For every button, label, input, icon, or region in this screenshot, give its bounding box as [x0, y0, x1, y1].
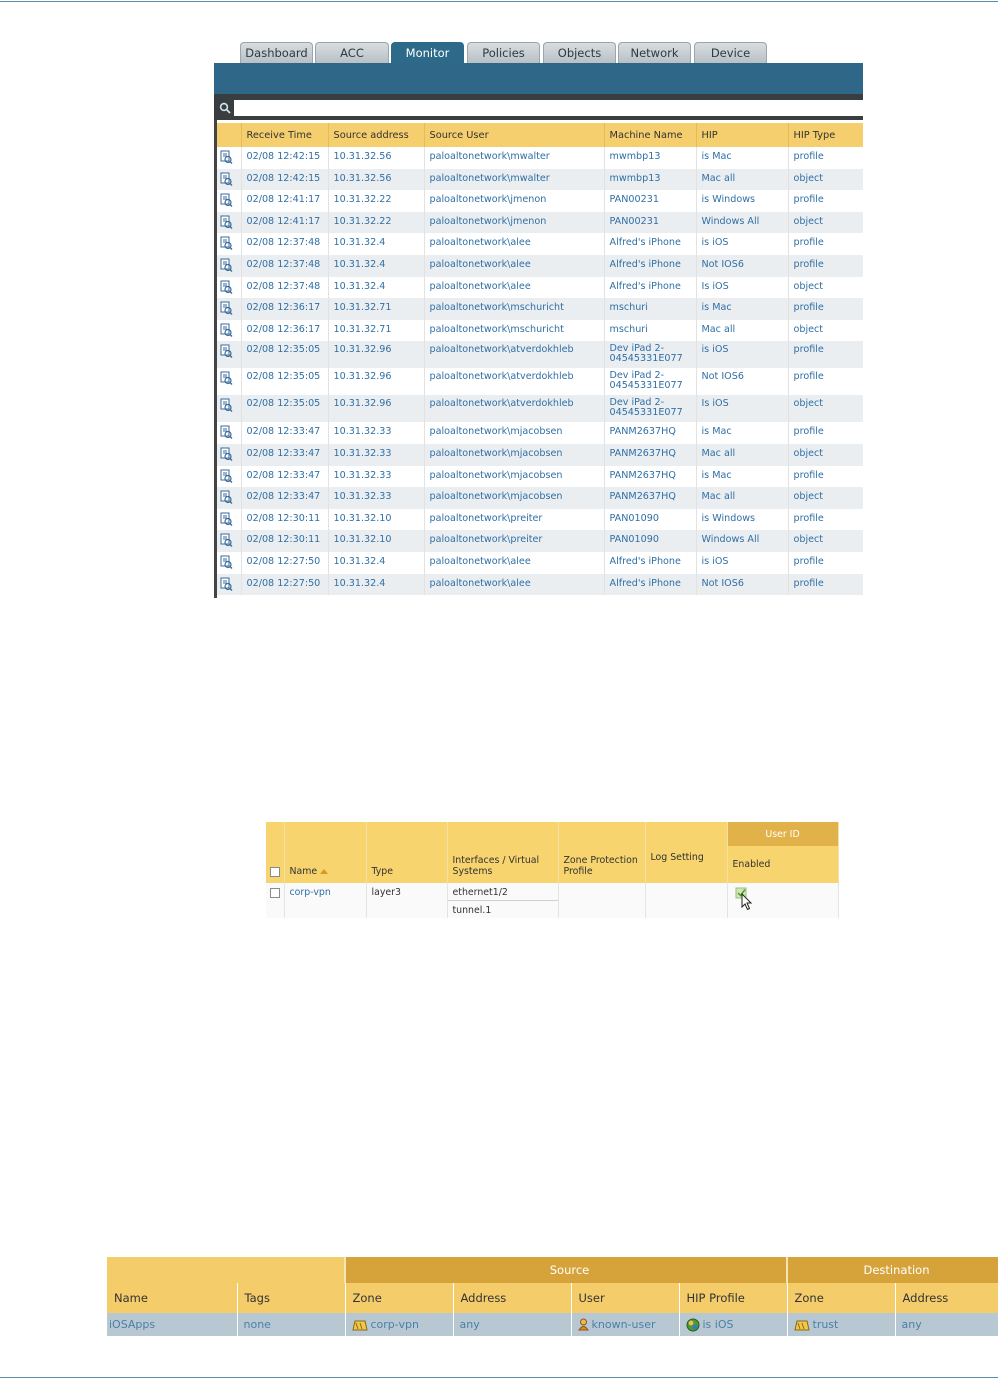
detail-cell: [217, 444, 241, 466]
col-source-user[interactable]: Source User: [424, 123, 604, 147]
hip-type: object: [788, 530, 863, 552]
table-row[interactable]: [217, 444, 863, 466]
log-detail-icon[interactable]: [219, 215, 233, 229]
receive-time: 02/08 12:41:17: [241, 212, 328, 234]
table-row[interactable]: [217, 212, 863, 234]
machine-name: Alfred's iPhone: [604, 277, 696, 299]
hip-type: profile: [788, 552, 863, 574]
machine-name: mwmbp13: [604, 147, 696, 169]
hip-match-grid: [214, 123, 863, 595]
hip-type: profile: [788, 341, 863, 368]
source-user: paloaltonetwork\mjacobsen: [424, 444, 604, 466]
detail-cell: [217, 341, 241, 368]
log-detail-icon[interactable]: [219, 425, 233, 439]
machine-name-line: Dev iPad 2-: [609, 370, 665, 382]
hip-type: profile: [788, 574, 863, 596]
col-source-address[interactable]: Source address: [328, 123, 424, 147]
mouse-pointer-icon: [741, 893, 753, 911]
log-detail-icon[interactable]: [219, 150, 233, 164]
log-detail-icon[interactable]: [219, 447, 233, 461]
receive-time: 02/08 12:37:48: [241, 233, 328, 255]
col-destination-zone[interactable]: Zone: [787, 1283, 895, 1313]
hip: Mac all: [696, 169, 788, 191]
source-address: 10.31.32.4: [328, 233, 424, 255]
receive-time: 02/08 12:36:17: [241, 320, 328, 342]
hip: is Mac: [696, 147, 788, 169]
hip: is iOS: [696, 233, 788, 255]
hip-profile-label: is iOS: [702, 1317, 734, 1331]
hip-match-table: [217, 123, 863, 595]
col-source-address[interactable]: Address: [453, 1283, 571, 1313]
log-detail-icon[interactable]: [219, 280, 233, 294]
source-user: paloaltonetwork\alee: [424, 574, 604, 596]
machine-name: PANM2637HQ: [604, 466, 696, 488]
table-row[interactable]: [217, 341, 863, 368]
source-address: 10.31.32.4: [328, 255, 424, 277]
receive-time: 02/08 12:41:17: [241, 190, 328, 212]
header-spacer: [107, 1257, 237, 1283]
table-row[interactable]: [217, 574, 863, 596]
machine-name-line: Dev iPad 2-: [609, 343, 665, 355]
table-row[interactable]: [217, 169, 863, 191]
top-rule: [0, 1, 998, 2]
source-user: paloaltonetwork\mjacobsen: [424, 466, 604, 488]
table-row[interactable]: [217, 298, 863, 320]
hip-type: profile: [788, 368, 863, 395]
detail-cell: [217, 147, 241, 169]
receive-time: 02/08 12:27:50: [241, 574, 328, 596]
destination-zone-label: trust: [812, 1318, 839, 1331]
machine-name: Alfred's iPhone: [604, 255, 696, 277]
table-row[interactable]: [217, 255, 863, 277]
machine-name: PAN00231: [604, 190, 696, 212]
log-detail-icon[interactable]: [219, 193, 233, 207]
col-detail: [217, 123, 241, 147]
source-user: paloaltonetwork\mjacobsen: [424, 422, 604, 444]
machine-name: PANM2637HQ: [604, 444, 696, 466]
detail-cell: [217, 368, 241, 395]
detail-cell: [217, 509, 241, 531]
detail-cell: [217, 552, 241, 574]
hip-type: object: [788, 277, 863, 299]
interface-item: tunnel.1: [452, 905, 492, 916]
table-row[interactable]: [107, 1313, 998, 1336]
sort-ascending-icon: [320, 869, 328, 874]
hip: Not IOS6: [696, 255, 788, 277]
source-address: 10.31.32.56: [328, 147, 424, 169]
receive-time: 02/08 12:35:05: [241, 368, 328, 395]
detail-cell: [217, 466, 241, 488]
table-row[interactable]: [217, 190, 863, 212]
log-detail-icon[interactable]: [219, 490, 233, 504]
col-type[interactable]: Type: [366, 822, 447, 883]
policy-destination-address: any: [895, 1313, 998, 1336]
source-user: paloaltonetwork\alee: [424, 255, 604, 277]
source-user: paloaltonetwork\atverdokhleb: [424, 341, 604, 368]
source-user: paloaltonetwork\mwalter: [424, 147, 604, 169]
machine-name: [604, 395, 696, 422]
source-address: 10.31.32.96: [328, 395, 424, 422]
source-address: 10.31.32.96: [328, 368, 424, 395]
tab-monitor[interactable]: Monitor: [391, 42, 464, 63]
zone-table-panel: [266, 822, 838, 918]
table-row[interactable]: [266, 883, 838, 918]
receive-time: 02/08 12:33:47: [241, 487, 328, 509]
user-icon: [578, 1318, 589, 1331]
detail-cell: [217, 530, 241, 552]
security-policy-table: [107, 1257, 998, 1336]
machine-name-line: 04545331E077: [609, 353, 683, 365]
detail-cell: [217, 298, 241, 320]
source-user: paloaltonetwork\mschuricht: [424, 298, 604, 320]
detail-cell: [217, 169, 241, 191]
receive-time: 02/08 12:37:48: [241, 255, 328, 277]
col-zone-protection-profile[interactable]: Zone Protection Profile: [558, 822, 645, 883]
policy-hip-profile[interactable]: [679, 1313, 787, 1336]
machine-name: PAN00231: [604, 212, 696, 234]
row-checkbox[interactable]: [270, 888, 280, 898]
source-user: paloaltonetwork\alee: [424, 552, 604, 574]
hip: Windows All: [696, 212, 788, 234]
tab-acc[interactable]: ACC: [315, 42, 389, 63]
col-source-user[interactable]: User: [571, 1283, 679, 1313]
table-row[interactable]: [217, 395, 863, 422]
log-detail-icon[interactable]: [219, 371, 233, 385]
hip-profile-icon: [686, 1318, 700, 1332]
col-hip-type[interactable]: HIP Type: [788, 123, 863, 147]
table-row[interactable]: [217, 147, 863, 169]
main-tabs: [214, 42, 863, 63]
source-zone-label: corp-vpn: [370, 1318, 419, 1331]
source-user-label: known-user: [591, 1317, 656, 1331]
select-all-header: [266, 822, 284, 883]
header-spacer: [237, 1257, 345, 1283]
receive-time: 02/08 12:30:11: [241, 509, 328, 531]
hip-type: object: [788, 212, 863, 234]
log-detail-icon[interactable]: [219, 301, 233, 315]
policy-source-address: any: [453, 1313, 571, 1336]
machine-name: Alfred's iPhone: [604, 552, 696, 574]
hip-type: profile: [788, 147, 863, 169]
receive-time: 02/08 12:33:47: [241, 422, 328, 444]
hip-type: object: [788, 320, 863, 342]
source-user: paloaltonetwork\mwalter: [424, 169, 604, 191]
source-address: 10.31.32.22: [328, 190, 424, 212]
source-address: 10.31.32.33: [328, 422, 424, 444]
col-destination-address[interactable]: Address: [895, 1283, 998, 1313]
machine-name-line: 04545331E077: [609, 407, 683, 419]
source-user: paloaltonetwork\alee: [424, 233, 604, 255]
hip-type: profile: [788, 233, 863, 255]
interface-item: ethernet1/2: [448, 887, 558, 901]
tab-device[interactable]: Device: [694, 42, 767, 63]
hip: Is iOS: [696, 395, 788, 422]
receive-time: 02/08 12:33:47: [241, 444, 328, 466]
log-detail-icon[interactable]: [219, 555, 233, 569]
source-address: 10.31.32.4: [328, 552, 424, 574]
log-detail-icon[interactable]: [219, 469, 233, 483]
source-user: paloaltonetwork\atverdokhleb: [424, 395, 604, 422]
hip: Not IOS6: [696, 574, 788, 596]
hip-type: object: [788, 487, 863, 509]
machine-name-line: 04545331E077: [609, 380, 683, 392]
table-row[interactable]: [217, 552, 863, 574]
hip-match-rows: [217, 147, 863, 595]
hip-type: object: [788, 395, 863, 422]
detail-cell: [217, 233, 241, 255]
source-address: 10.31.32.71: [328, 298, 424, 320]
source-address: 10.31.32.56: [328, 169, 424, 191]
hip: Mac all: [696, 320, 788, 342]
detail-cell: [217, 190, 241, 212]
hip-match-log-panel: [214, 42, 863, 598]
user-id-enabled-cell: [727, 883, 838, 918]
table-row[interactable]: [217, 487, 863, 509]
machine-name: mschuri: [604, 320, 696, 342]
log-detail-icon[interactable]: [219, 258, 233, 272]
source-user: paloaltonetwork\alee: [424, 277, 604, 299]
hip: Mac all: [696, 487, 788, 509]
select-all-checkbox[interactable]: [270, 867, 280, 877]
table-row[interactable]: [217, 233, 863, 255]
zone-icon: [352, 1320, 368, 1331]
policy-table-panel: [107, 1257, 998, 1337]
search-icon[interactable]: [219, 102, 231, 114]
detail-cell: [217, 422, 241, 444]
machine-name: PAN01090: [604, 509, 696, 531]
source-address: 10.31.32.4: [328, 574, 424, 596]
hip: is Mac: [696, 298, 788, 320]
table-row[interactable]: [217, 368, 863, 395]
zone-interfaces: [447, 883, 558, 918]
user-id-group-header: User ID: [727, 822, 838, 846]
policy-source-zone[interactable]: [345, 1313, 453, 1336]
col-name[interactable]: [284, 822, 366, 883]
log-detail-icon[interactable]: [219, 512, 233, 526]
source-user: paloaltonetwork\jmenon: [424, 190, 604, 212]
col-tags[interactable]: Tags: [237, 1283, 345, 1313]
zone-name-link[interactable]: corp-vpn: [284, 883, 366, 918]
hip-type: profile: [788, 255, 863, 277]
hip: Not IOS6: [696, 368, 788, 395]
machine-name: mwmbp13: [604, 169, 696, 191]
col-interfaces[interactable]: Interfaces / Virtual Systems: [447, 822, 558, 883]
hip: Windows All: [696, 530, 788, 552]
hip: is Mac: [696, 422, 788, 444]
tab-policies[interactable]: Policies: [467, 42, 540, 63]
log-detail-icon[interactable]: [219, 398, 233, 412]
policy-source-user[interactable]: [571, 1313, 679, 1336]
col-log-setting[interactable]: Log Setting: [645, 822, 727, 883]
hip: is Windows: [696, 509, 788, 531]
zone-protection-profile: [558, 883, 645, 918]
log-detail-icon[interactable]: [219, 323, 233, 337]
col-name-label: Name: [289, 866, 318, 877]
source-address: 10.31.32.22: [328, 212, 424, 234]
hip: is iOS: [696, 552, 788, 574]
zone-icon: [794, 1320, 810, 1331]
machine-name: [604, 341, 696, 368]
machine-name: PANM2637HQ: [604, 487, 696, 509]
hip-type: profile: [788, 509, 863, 531]
row-select-cell: [266, 883, 284, 918]
hip-type: profile: [788, 466, 863, 488]
machine-name: mschuri: [604, 298, 696, 320]
log-detail-icon[interactable]: [219, 577, 233, 591]
source-address: 10.31.32.10: [328, 530, 424, 552]
source-address: 10.31.32.33: [328, 466, 424, 488]
log-detail-icon[interactable]: [219, 172, 233, 186]
receive-time: 02/08 12:42:15: [241, 147, 328, 169]
source-address: 10.31.32.10: [328, 509, 424, 531]
receive-time: 02/08 12:27:50: [241, 552, 328, 574]
hip-type: profile: [788, 298, 863, 320]
receive-time: 02/08 12:30:11: [241, 530, 328, 552]
hip: is Mac: [696, 466, 788, 488]
search-bar: [214, 98, 863, 120]
source-user: paloaltonetwork\preiter: [424, 530, 604, 552]
machine-name: PANM2637HQ: [604, 422, 696, 444]
source-address: 10.31.32.33: [328, 444, 424, 466]
source-user: paloaltonetwork\mjacobsen: [424, 487, 604, 509]
zone-table: [266, 822, 839, 918]
policy-destination-zone[interactable]: [787, 1313, 895, 1336]
receive-time: 02/08 12:35:05: [241, 395, 328, 422]
log-detail-icon[interactable]: [219, 344, 233, 358]
table-row[interactable]: [217, 277, 863, 299]
source-address: 10.31.32.71: [328, 320, 424, 342]
table-row[interactable]: [217, 320, 863, 342]
detail-cell: [217, 212, 241, 234]
col-hip[interactable]: HIP: [696, 123, 788, 147]
machine-name: Alfred's iPhone: [604, 574, 696, 596]
log-detail-icon[interactable]: [219, 236, 233, 250]
policy-name[interactable]: iOSApps: [107, 1313, 237, 1336]
source-address: 10.31.32.33: [328, 487, 424, 509]
source-user: paloaltonetwork\mschuricht: [424, 320, 604, 342]
col-machine-name[interactable]: Machine Name: [604, 123, 696, 147]
detail-cell: [217, 277, 241, 299]
col-hip-profile[interactable]: HIP Profile: [679, 1283, 787, 1313]
hip-type: object: [788, 169, 863, 191]
receive-time: 02/08 12:35:05: [241, 341, 328, 368]
table-row[interactable]: [217, 422, 863, 444]
machine-name: Alfred's iPhone: [604, 233, 696, 255]
receive-time: 02/08 12:36:17: [241, 298, 328, 320]
machine-name-line: Dev iPad 2-: [609, 397, 665, 409]
receive-time: 02/08 12:37:48: [241, 277, 328, 299]
zone-type: layer3: [366, 883, 447, 918]
search-input[interactable]: [234, 100, 863, 116]
hip-type: profile: [788, 422, 863, 444]
source-user: paloaltonetwork\preiter: [424, 509, 604, 531]
hip: Mac all: [696, 444, 788, 466]
hip: is iOS: [696, 341, 788, 368]
header-band: [214, 63, 863, 94]
source-user: paloaltonetwork\atverdokhleb: [424, 368, 604, 395]
table-header: [217, 123, 863, 147]
log-detail-icon[interactable]: [219, 533, 233, 547]
receive-time: 02/08 12:42:15: [241, 169, 328, 191]
table-row[interactable]: [217, 466, 863, 488]
detail-cell: [217, 320, 241, 342]
tab-objects[interactable]: Objects: [543, 42, 616, 63]
col-name[interactable]: Name: [107, 1283, 237, 1313]
detail-cell: [217, 255, 241, 277]
bottom-rule: [0, 1377, 998, 1378]
source-group-header: Source: [345, 1257, 787, 1283]
detail-cell: [217, 574, 241, 596]
source-address: 10.31.32.4: [328, 277, 424, 299]
col-source-zone[interactable]: Zone: [345, 1283, 453, 1313]
machine-name: PAN01090: [604, 530, 696, 552]
detail-cell: [217, 487, 241, 509]
receive-time: 02/08 12:33:47: [241, 466, 328, 488]
hip-type: object: [788, 444, 863, 466]
col-receive-time[interactable]: Receive Time: [241, 123, 328, 147]
hip-type: profile: [788, 190, 863, 212]
source-user: paloaltonetwork\jmenon: [424, 212, 604, 234]
hip: is Windows: [696, 190, 788, 212]
detail-cell: [217, 395, 241, 422]
table-row[interactable]: [217, 530, 863, 552]
source-address: 10.31.32.96: [328, 341, 424, 368]
machine-name: [604, 368, 696, 395]
destination-group-header: Destination: [787, 1257, 998, 1283]
tab-dashboard[interactable]: Dashboard: [240, 42, 313, 63]
hip: Is iOS: [696, 277, 788, 299]
col-enabled[interactable]: Enabled: [727, 846, 838, 883]
table-row[interactable]: [217, 509, 863, 531]
tab-network[interactable]: Network: [618, 42, 691, 63]
policy-tags: none: [237, 1313, 345, 1336]
zone-log-setting: [645, 883, 727, 918]
